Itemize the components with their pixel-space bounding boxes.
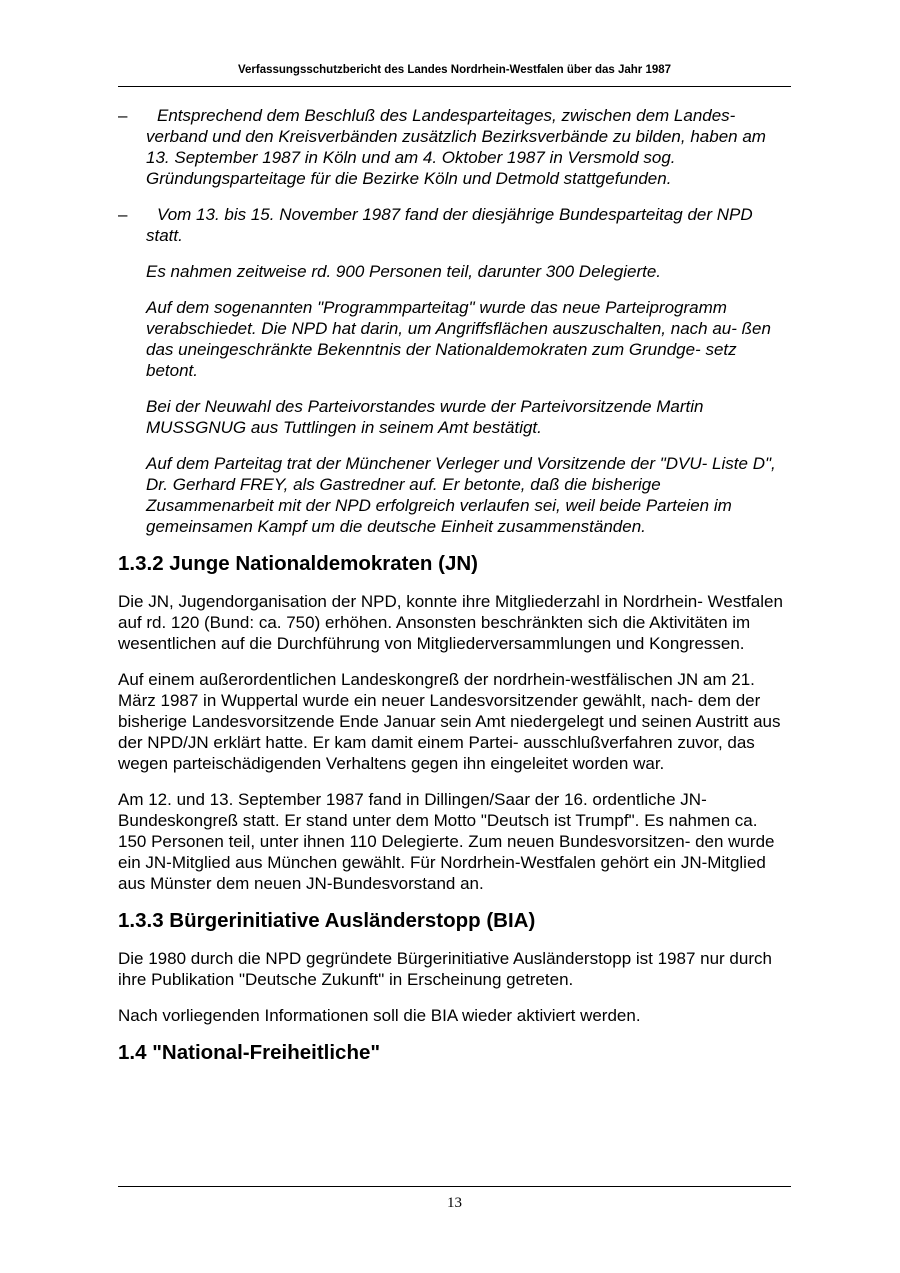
bullet-paragraph: Entsprechend dem Beschluß des Landesparteitages, zwischen dem Landes- verband und den Kreisverbänden zusätzlich Bezirksverbände zu bilden, haben am 13. September 1987 in Köln und am 4. Oktober 1987 in Versmold sog. Gründungsparteitage für die Bezirke Köln und Detmold stattgefunden. [146, 106, 766, 188]
bullet-item [118, 105, 788, 189]
body-paragraph: Am 12. und 13. September 1987 fand in Dillingen/Saar der 16. ordentliche JN- Bundeskongreß statt. Er stand unter dem Motto "Deutsch ist Trumpf". Es nahmen ca. 150 Personen teil, unter ihnen 110 Delegierte. Zum neuen Bundesvorsitzen- den wurde ein JN-Mitglied aus München gewählt. Für Nordrhein-Westfalen gehört ein JN-Mitglied aus Münster dem neuen JN-Bundesvorstand an. [118, 790, 775, 893]
bullet-paragraph: Es nahmen zeitweise rd. 900 Personen teil, darunter 300 Delegierte. [146, 262, 662, 281]
dash-bullet: – [118, 106, 128, 125]
bullet-paragraph: Bei der Neuwahl des Parteivorstandes wurde der Parteivorsitzende Martin MUSSGNUG aus Tuttlingen in seinem Amt bestätigt. [146, 397, 704, 437]
running-header: Verfassungsschutzbericht des Landes Nordrhein-Westfalen über das Jahr 1987 [237, 64, 672, 76]
bullet-paragraph: Vom 13. bis 15. November 1987 fand der diesjährige Bundesparteitag der NPD statt. [146, 205, 753, 245]
page-number: 13 [447, 1195, 462, 1211]
body-paragraph: Die 1980 durch die NPD gegründete Bürgerinitiative Ausländerstopp ist 1987 nur durch ihre Publikation "Deutsche Zukunft" in Erscheinung getreten. [118, 949, 772, 989]
body-paragraph: Nach vorliegenden Informationen soll die BIA wieder aktiviert werden. [118, 1006, 641, 1025]
dash-bullet: – [118, 205, 128, 224]
body-paragraph: Auf einem außerordentlichen Landeskongreß der nordrhein-westfälischen JN am 21. März 1987 in Wuppertal wurde ein neuer Landesvorsitzender gewählt, nach- dem der bisherige Landesvorsitzende Ende Januar sein Amt niedergelegt und seinen Austritt aus der NPD/JN erklärt hatte. Er kam damit einem Partei- ausschlußverfahren zuvor, das wegen parteischädigenden Verhaltens gegen ihn eingeleitet worden war. [118, 670, 781, 773]
bullet-paragraph: Auf dem Parteitag trat der Münchener Verleger und Vorsitzende der "DVU- Liste D", Dr. Gerhard FREY, als Gastredner auf. Er betonte, daß die bisherige Zusammenarbeit mit der NPD erfolgreich verlaufen sei, weil beide Parteien im gemeinsamen Kampf um die deutsche Einheit zusammenständen. [146, 454, 776, 536]
header-rule [118, 86, 791, 87]
footer-rule [118, 1186, 791, 1187]
bullet-item [118, 204, 788, 537]
bullet-paragraph: Auf dem sogenannten "Programmparteitag" wurde das neue Parteiprogramm verabschiedet. Die NPD hat darin, um Angriffsflächen auszuschalten, nach au- ßen das uneingeschränkte Bekenntnis der Nationaldemokraten zum Grundge- setz betont. [146, 298, 771, 380]
section-heading-jn: 1.3.2 Junge Nationaldemokraten (JN) [118, 552, 478, 575]
section-heading-bia: 1.3.3 Bürgerinitiative Ausländerstopp (BIA) [118, 909, 536, 932]
page-content [118, 105, 788, 1080]
body-paragraph: Die JN, Jugendorganisation der NPD, konnte ihre Mitgliederzahl in Nordrhein- Westfalen auf rd. 120 (Bund: ca. 750) erhöhen. Ansonsten beschränkten sich die Aktivitäten im wesentlichen auf die Durchführung von Mitgliederversammlungen und Kongressen. [118, 592, 783, 653]
section-heading-national-freiheitliche: 1.4 "National-Freiheitliche" [118, 1041, 381, 1064]
